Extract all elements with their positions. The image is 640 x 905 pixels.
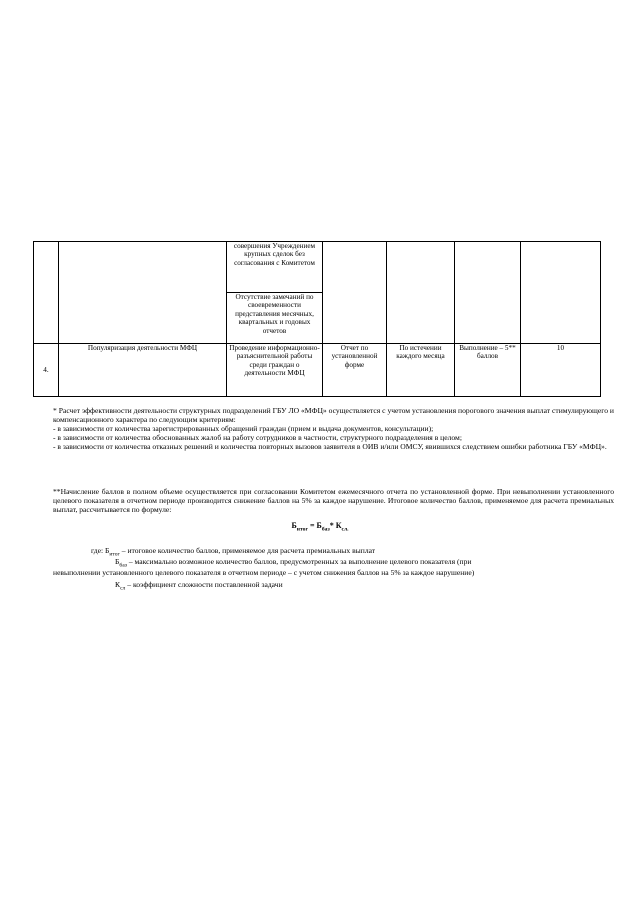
formula-subscript: баз xyxy=(321,526,330,533)
definition-baz-continued xyxy=(53,568,474,577)
note-1-line: - в зависимости от количества зарегистрированных обращений граждан (прием и выдача документов, консультации); xyxy=(53,424,434,434)
table-cell-period xyxy=(387,242,455,344)
definition-text: невыполнении установленного целевого показателя в отчетном периоде – с учетом снижения баллов на 5% за каждое нарушение) xyxy=(53,568,475,577)
note-1-line: * Расчет эффективности деятельности структурных подразделений ГБУ ЛО «МФЦ» осуществляется с учетом установления порогового значения выплат стимулирующего и компенсационного характера по следующим критериям: xyxy=(53,406,614,425)
definition-subscript: сл xyxy=(120,585,126,592)
note-1-line: - в зависимости от количества отказных решений и количества повторных вызовов заявителя в ОИВ и/или ОМСУ, явившихся следствием ошибки работника ГБУ «МФЦ». xyxy=(53,442,607,452)
formula-subscript: итог xyxy=(296,526,308,533)
row-execution: Выполнение – 5** баллов xyxy=(455,344,521,397)
note-1 xyxy=(53,406,614,451)
table-cell-report xyxy=(323,242,387,344)
table-cell-num xyxy=(34,242,59,344)
table-row-4 xyxy=(34,344,601,397)
formula-symbol: * К xyxy=(329,521,342,530)
table-cell-execution xyxy=(455,242,521,344)
indicators-table xyxy=(33,241,601,397)
table-cell-points xyxy=(521,242,601,344)
definition-symbol: Б xyxy=(105,546,110,555)
definition-ksl xyxy=(115,580,283,594)
definition-subscript: итог xyxy=(109,551,120,558)
note-2 xyxy=(53,487,614,514)
note-2-text: **Начисление баллов в полном объеме осуществляется при согласовании Комитетом ежемесячного отчета по установленной форме. При невыполнении установленного целевого показателя в отчетном периоде производится снижение баллов на 5% за каждое нарушение. Итоговое количество баллов, применяемое для расчета премиальных выплат, рассчитывается по формуле: xyxy=(53,487,614,515)
row-report: Отчет по установленной форме xyxy=(323,344,387,397)
note-1-line: - в зависимости от количества обоснованных жалоб на работу сотрудников в частности, структурного подразделения в целом; xyxy=(53,433,462,443)
definition-text: – коэффициент сложности поставленной задачи xyxy=(125,580,283,589)
formula xyxy=(0,521,640,533)
formula-symbol: Б xyxy=(291,521,297,530)
definition-text: – итоговое количество баллов, применяемое для расчета премиальных выплат xyxy=(119,546,376,555)
table-cell-criterion-a: совершения Учреждением крупных сделок без согласования с Комитетом xyxy=(227,242,323,293)
definition-subscript: баз xyxy=(119,562,127,569)
table-cell-name xyxy=(59,242,227,344)
definition-prefix: где: xyxy=(91,546,104,555)
row-name: Популяризация деятельности МФЦ xyxy=(59,344,227,397)
row-period: По истечении каждого месяца xyxy=(387,344,455,397)
row-criterion: Проведение информационно-разъяснительной работы среди граждан о деятельности МФЦ xyxy=(227,344,323,397)
formula-subscript: сл. xyxy=(341,526,349,533)
formula-symbol: = Б xyxy=(307,521,322,530)
row-points: 10 xyxy=(521,344,601,397)
table-row-continued xyxy=(34,242,601,293)
definition-symbol: К xyxy=(115,580,121,589)
definition-text: – максимально возможное количество баллов, предусмотренных за выполнение целевого показателя (при xyxy=(126,557,472,566)
row-number: 4. xyxy=(34,344,59,397)
definition-symbol: Б xyxy=(115,557,120,566)
table-cell-criterion-b: Отсутствие замечаний по своевременности представления месячных, квартальных и годовых отчетов xyxy=(227,293,323,344)
